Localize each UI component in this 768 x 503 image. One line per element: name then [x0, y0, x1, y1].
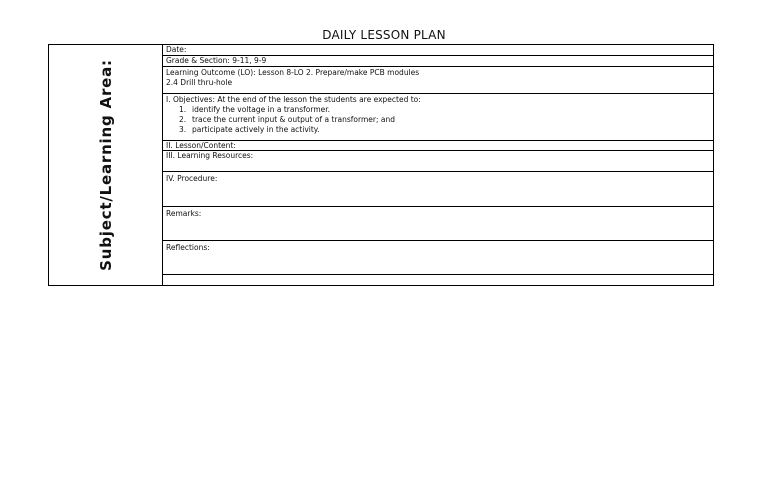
lesson-content-row: [163, 140, 713, 151]
learning-outcome-label: Learning Outcome (LO): Lesson 8-LO 2. Prepare/make PCB modules: [166, 68, 420, 77]
date-row: [163, 45, 713, 56]
page-title: DAILY LESSON PLAN: [322, 28, 446, 42]
lesson-plan-rows: [163, 45, 713, 285]
objective-text: identify the voltage in a transformer.: [192, 105, 331, 114]
objectives-row: [163, 94, 713, 145]
subject-area-label: Subject/Learning Area:: [97, 59, 115, 271]
blank-row: [163, 275, 713, 285]
remarks-label: Remarks:: [166, 209, 202, 218]
reflections-row: [163, 241, 713, 275]
objectives-heading: I. Objectives: At the end of the lesson the students are expected to:: [166, 95, 421, 104]
objective-text: participate actively in the activity.: [192, 125, 320, 134]
remarks-row: [163, 207, 713, 241]
lesson-content-label: II. Lesson/Content:: [166, 141, 236, 150]
procedure-label: IV. Procedure:: [166, 174, 218, 183]
grade-section-label: Grade & Section: 9-11, 9-9: [166, 56, 267, 65]
objective-item: [166, 125, 713, 135]
lesson-plan-table: [48, 44, 714, 286]
learning-outcome-row: [163, 67, 713, 94]
learning-resources-row: [163, 151, 713, 172]
objective-number: 1.: [179, 105, 187, 114]
objective-number: 2.: [179, 115, 187, 124]
objective-item: [166, 115, 713, 125]
learning-resources-label: III. Learning Resources:: [166, 151, 254, 160]
procedure-row: [163, 172, 713, 207]
date-label: Date:: [166, 45, 187, 54]
reflections-label: Reflections:: [166, 243, 210, 252]
objective-item: [166, 105, 713, 115]
objective-number: 3.: [179, 125, 187, 134]
grade-section-row: [163, 56, 713, 67]
subject-area-cell: [49, 45, 163, 285]
objective-text: trace the current input & output of a transformer; and: [192, 115, 395, 124]
learning-outcome-sub: 2.4 Drill thru-hole: [166, 78, 233, 87]
